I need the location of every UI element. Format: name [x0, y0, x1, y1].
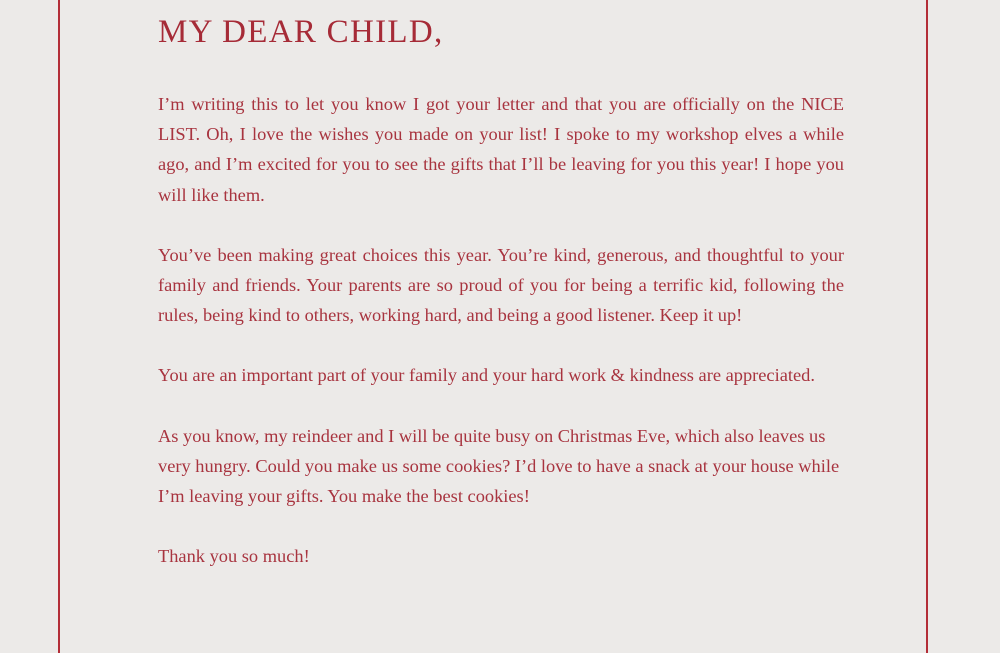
right-border-line	[926, 0, 928, 653]
paragraph-cookies: As you know, my reindeer and I will be quite busy on Christmas Eve, which also leaves us very hungry. Could you make us some cookies? I’d love to have a snack at your house while I’m leaving your gifts. You make the best cookies!	[158, 425, 840, 507]
paragraph-nice-list: I’m writing this to let you know I got your letter and that you are officially on the NICE LIST. Oh, I love the wishes you made on your list! I spoke to my workshop elves a while ago, and I’m excited for you to see the gifts that I’ll be leaving for you this year! I hope you will like them.	[158, 94, 844, 205]
letter-body	[158, 8, 844, 571]
letter-greeting: MY DEAR CHILD,	[158, 14, 444, 50]
left-border-line	[58, 0, 60, 653]
paragraph-great-choices: You’ve been making great choices this year. You’re kind, generous, and thoughtful to your family and friends. Your parents are so proud of you for being a terrific kid, following the rules, being kind to others, working hard, and being a good listener. Keep it up!	[158, 244, 844, 326]
paragraph-thank-you: Thank you so much!	[158, 546, 310, 567]
paragraph-important-part: You are an important part of your family and your hard work & kindness are appreciated.	[158, 365, 815, 386]
